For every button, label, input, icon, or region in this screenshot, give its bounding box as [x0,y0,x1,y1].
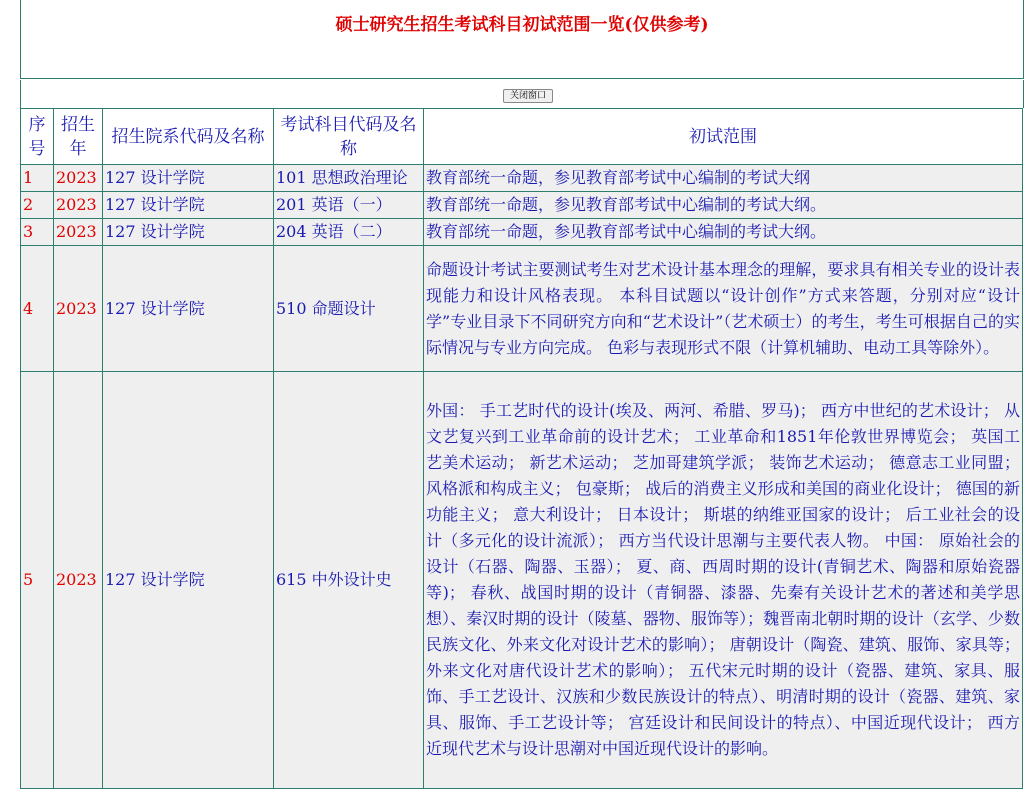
table-row [21,219,1023,246]
row-year: 2023 [54,246,103,372]
exam-scope-table [20,108,1023,789]
row-year: 2023 [54,165,103,192]
row-dept: 127 设计学院 [103,192,274,219]
header-subject: 考试科目代码及名称 [274,109,424,165]
row-num: 3 [21,219,54,246]
row-scope: 教育部统一命题，参见教育部考试中心编制的考试大纲。 [424,219,1023,246]
row-subject: 510 命题设计 [274,246,424,372]
row-subject: 615 中外设计史 [274,372,424,789]
row-dept: 127 设计学院 [103,165,274,192]
row-num: 4 [21,246,54,372]
row-subject: 201 英语（一） [274,192,424,219]
row-dept: 127 设计学院 [103,372,274,789]
row-scope: 教育部统一命题，参见教育部考试中心编制的考试大纲 [424,165,1023,192]
title-box [20,0,1024,79]
row-scope: 命题设计考试主要测试考生对艺术设计基本理念的理解，要求具有相关专业的设计表现能力和设计风格表现。 本科目试题以“设计创作”方式来答题，分别对应“设计学”专业目录下不同研究方向和“艺术设计”（艺术硕士）的考生，考生可根据自己的实际情况与专业方向完成。 色彩与表现形式不限（计算机辅助、电动工具等除外）。 [424,246,1023,372]
row-year: 2023 [54,192,103,219]
row-num: 1 [21,165,54,192]
row-year: 2023 [54,372,103,789]
table-row [21,372,1023,789]
row-dept: 127 设计学院 [103,219,274,246]
row-subject: 101 思想政治理论 [274,165,424,192]
table-row [21,246,1023,372]
header-scope: 初试范围 [424,109,1023,165]
header-dept: 招生院系代码及名称 [103,109,274,165]
row-subject: 204 英语（二） [274,219,424,246]
row-scope: 教育部统一命题，参见教育部考试中心编制的考试大纲。 [424,192,1023,219]
row-dept: 127 设计学院 [103,246,274,372]
page-container [20,0,1024,808]
header-num: 序号 [21,109,54,165]
page-title: 硕士研究生招生考试科目初试范围一览(仅供参考) [335,15,709,35]
close-window-button[interactable]: 关闭窗口 [503,89,553,103]
table-header-row [21,109,1023,165]
button-row [20,80,1024,108]
row-year: 2023 [54,219,103,246]
header-year: 招生年 [54,109,103,165]
row-num: 5 [21,372,54,789]
table-row [21,192,1023,219]
table-row [21,165,1023,192]
row-num: 2 [21,192,54,219]
row-scope: 外国： 手工艺时代的设计(埃及、两河、希腊、罗马)； 西方中世纪的艺术设计； 从文艺复兴到工业革命前的设计艺术； 工业革命和1851年伦敦世界博览会； 英国工艺美术运动； 新艺术运动； 芝加哥建筑学派； 装饰艺术运动； 德意志工业同盟； 风格派和构成主义； 包豪斯； 战后的消费主义形成和美国的商业化设计； 德国的新功能主义； 意大利设计； 日本设计； 斯堪的纳维亚国家的设计； 后工业社会的设计（多元化的设计流派）； 西方当代设计思潮与主要代表人物。 中国： 原始社会的设计（石器、陶器、玉器）； 夏、商、西周时期的设计(青铜艺术、陶器和原始瓷器等)； 春秋、战国时期的设计（青铜器、漆器、先秦有关设计艺术的著述和美学思想）、秦汉时期的设计（陵墓、器物、服饰等）；魏晋南北朝时期的设计（玄学、少数民族文化、外来文化对设计艺术的影响）； 唐朝设计（陶瓷、建筑、服饰、家具等；外来文化对唐代设计艺术的影响）； 五代宋元时期的设计（瓷器、建筑、家具、服饰、手工艺设计、汉族和少数民族设计的特点）、明清时期的设计（瓷器、建筑、家具、服饰、手工艺设计等； 宫廷设计和民间设计的特点）、中国近现代设计； 西方近现代艺术与设计思潮对中国近现代设计的影响。 [424,372,1023,789]
